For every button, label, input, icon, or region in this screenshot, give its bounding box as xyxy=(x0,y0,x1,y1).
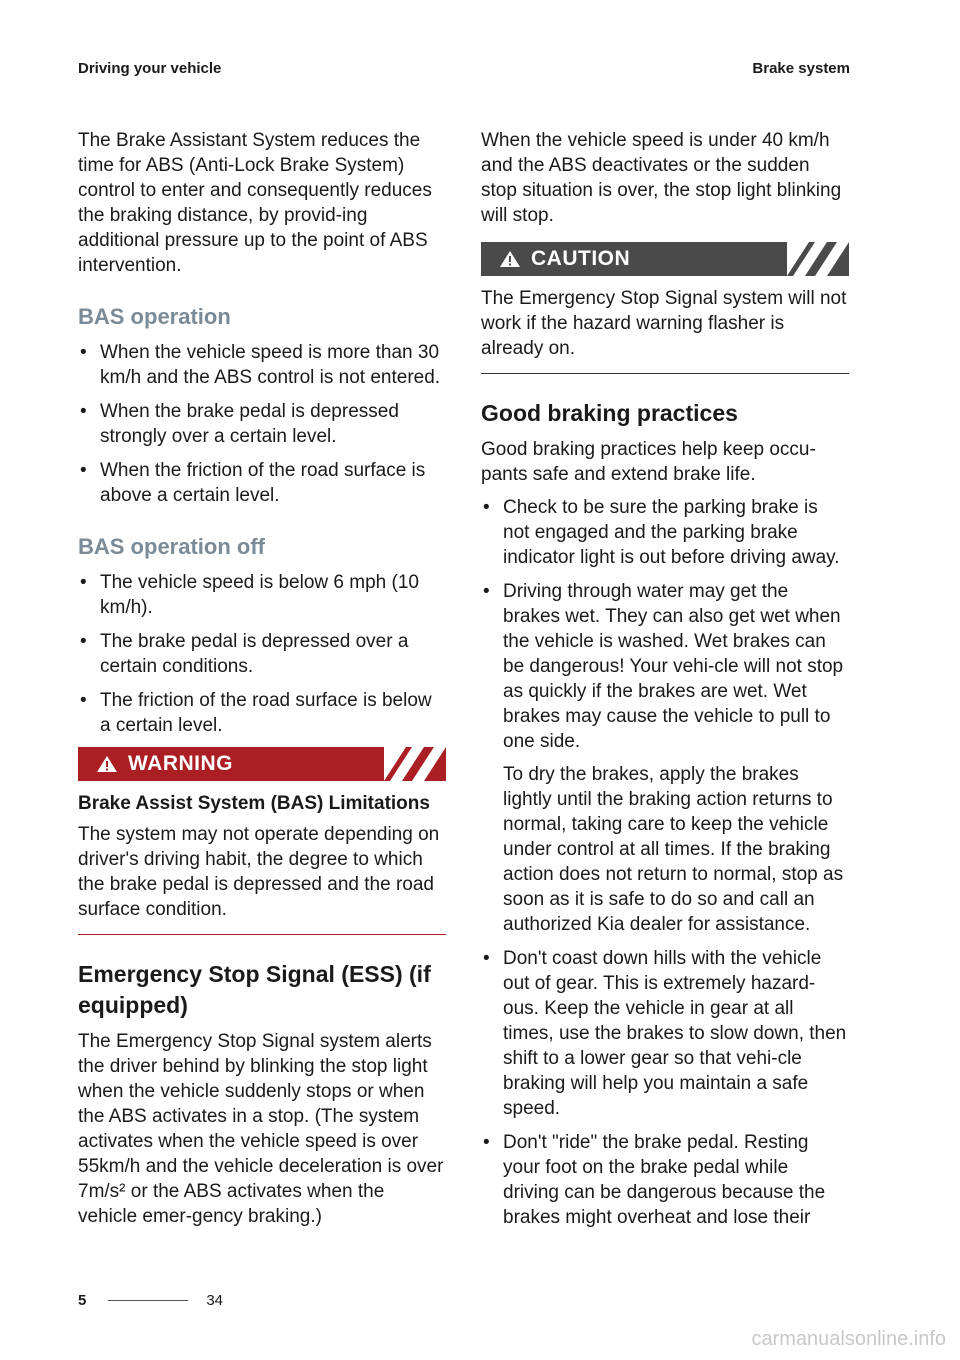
warning-banner xyxy=(78,747,446,781)
list-item: • Check to be sure the parking brake is not engaged and the parking brake indicator light is out before driving away. xyxy=(481,495,849,570)
list-item: • When the brake pedal is depressed strongly over a certain level. xyxy=(78,399,446,449)
good-braking-heading: Good braking practices xyxy=(481,400,738,426)
ess-heading: Emergency Stop Signal (ESS) (if equipped) xyxy=(78,961,431,1018)
list-item-text: Driving through water may get the brakes wet. They can also get wet when the vehicle is washed. Wet brakes can be dangerous! Your vehi-cle will not stop as quickly if the brakes are wet. Wet brakes may cause the vehicle to pull to one side. xyxy=(503,581,844,752)
caution-label: CAUTION xyxy=(531,247,631,270)
list-item: • The friction of the road surface is below a certain level. xyxy=(78,688,446,738)
right-column xyxy=(481,128,849,1239)
footer-divider xyxy=(108,1300,188,1301)
page-footer xyxy=(78,1292,223,1309)
good-braking-intro: Good braking practices help keep occu-pants safe and extend brake life. xyxy=(481,439,816,485)
chapter-number: 5 xyxy=(78,1292,87,1309)
list-item: • The brake pedal is depressed over a certain conditions. xyxy=(78,629,446,679)
warning-heading: Brake Assist System (BAS) Limitations xyxy=(78,793,430,814)
diagonal-stripes-icon xyxy=(384,747,446,781)
good-braking-list-cont xyxy=(481,946,849,1230)
bas-operation-heading: BAS operation xyxy=(78,304,231,329)
bas-off-heading: BAS operation off xyxy=(78,534,265,559)
warning-triangle-icon xyxy=(499,250,521,268)
running-header-right: Brake system xyxy=(752,60,850,77)
caution-banner xyxy=(481,242,849,276)
left-column xyxy=(78,128,446,1243)
bas-intro-paragraph: The Brake Assistant System reduces the time for ABS (Anti-Lock Brake System) control to enter and consequently reduces the braking distance, by provid-ing additional pressure up to the point of ABS intervention. xyxy=(78,130,432,276)
list-item: • Don't "ride" the brake pedal. Resting your foot on the brake pedal while driving can be dangerous because the brakes might overheat and lose their xyxy=(481,1130,849,1230)
list-item: • Don't coast down hills with the vehicle out of gear. This is extremely hazard-ous. Keep the vehicle in gear at all times, use the brakes to slow down, then shift to a lower gear so that vehi-cle braking will help you maintain a safe speed. xyxy=(481,946,849,1121)
warning-label: WARNING xyxy=(128,752,233,775)
bas-off-list xyxy=(78,570,446,738)
running-header-left: Driving your vehicle xyxy=(78,60,222,77)
caution-divider xyxy=(481,373,849,374)
ess-paragraph: The Emergency Stop Signal system alerts the driver behind by blinking the stop light when the vehicle suddenly stops or when the ABS activates in a stop. (The system activates when the vehicle speed is over 55km/h and the vehicle deceleration is over 7m/s² or the ABS activates when the vehicle emer-gency braking.) xyxy=(78,1031,444,1227)
list-item: • The vehicle speed is below 6 mph (10 km/h). xyxy=(78,570,446,620)
diagonal-stripes-icon xyxy=(787,242,849,276)
warning-divider xyxy=(78,934,446,935)
list-item: • When the vehicle speed is more than 30 km/h and the ABS control is not entered. xyxy=(78,340,446,390)
list-item: • When the friction of the road surface is above a certain level. xyxy=(78,458,446,508)
good-braking-list xyxy=(481,495,849,754)
page-number: 34 xyxy=(206,1292,224,1309)
bas-operation-list xyxy=(78,340,446,508)
watermark: carmanualsonline.info xyxy=(751,1328,946,1350)
warning-triangle-icon xyxy=(96,755,118,773)
ess-continued-paragraph: When the vehicle speed is under 40 km/h and the ABS deactivates or the sudden stop situation is over, the stop light blinking will stop. xyxy=(481,130,842,226)
warning-text: The system may not operate depending on driver's driving habit, the degree to which the brake pedal is depressed and the road surface condition. xyxy=(78,824,440,920)
list-item xyxy=(481,579,849,754)
caution-text: The Emergency Stop Signal system will not work if the hazard warning flasher is already on. xyxy=(481,288,847,359)
list-item-subparagraph: To dry the brakes, apply the brakes lightly until the braking action returns to normal, taking care to keep the vehicle under control at all times. If the braking action does not return to normal, stop as soon as it is safe to do so and call an authorized Kia dealer for assistance. xyxy=(503,764,844,935)
